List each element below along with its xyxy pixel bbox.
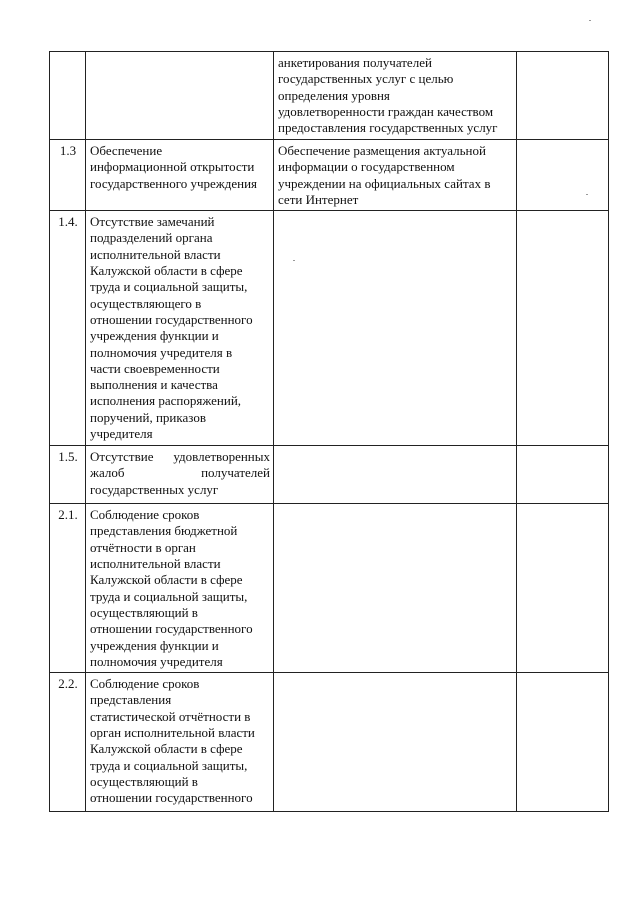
scan-speck bbox=[589, 20, 591, 21]
value-cell bbox=[517, 673, 609, 812]
criterion-cell bbox=[86, 446, 274, 504]
criterion-line: полномочия учредителя bbox=[90, 653, 223, 669]
description-cell bbox=[274, 504, 517, 673]
criterion-line: осуществляющий в bbox=[90, 773, 198, 789]
row-number: 1.5. bbox=[58, 449, 78, 465]
value-cell bbox=[517, 504, 609, 673]
criterion-line: труда и социальной защиты, bbox=[90, 757, 248, 773]
criterion-line: учреждения функции и bbox=[90, 328, 219, 344]
criterion-line: Калужской области в сфере bbox=[90, 741, 243, 757]
criterion-line: представления бюджетной bbox=[90, 523, 238, 539]
description-line: предоставления государственных услуг bbox=[278, 120, 498, 136]
row-number: 2.2. bbox=[58, 676, 78, 692]
criterion-line: труда и социальной защиты, bbox=[90, 279, 248, 295]
table-row bbox=[50, 52, 609, 140]
criterion-line: труда и социальной защиты, bbox=[90, 588, 248, 604]
criterion-line: Калужской области в сфере bbox=[90, 572, 243, 588]
row-number-cell bbox=[50, 673, 86, 812]
description-cell bbox=[274, 446, 517, 504]
criterion-line: представления bbox=[90, 692, 172, 708]
criterion-cell bbox=[86, 673, 274, 812]
row-number-cell bbox=[50, 446, 86, 504]
criterion-line: отчётности в орган bbox=[90, 539, 196, 555]
criterion-line: поручений, приказов bbox=[90, 409, 206, 425]
value-cell bbox=[517, 52, 609, 140]
description-line: информации о государственном bbox=[278, 159, 455, 175]
criterion-line: Соблюдение сроков bbox=[90, 507, 200, 523]
row-number-cell bbox=[50, 140, 86, 211]
description-cell bbox=[274, 140, 517, 211]
criterion-line: осуществляющий в bbox=[90, 604, 198, 620]
criterion-line: информационной открытости bbox=[90, 159, 255, 175]
criterion-line: части своевременности bbox=[90, 360, 220, 376]
criterion-line: орган исполнительной власти bbox=[90, 725, 255, 741]
description-line: определения уровня bbox=[278, 87, 390, 103]
criterion-line: Соблюдение сроков bbox=[90, 676, 200, 692]
criterion-line: Калужской области в сфере bbox=[90, 263, 243, 279]
criteria-table bbox=[49, 51, 609, 812]
criterion-line: подразделений органа bbox=[90, 230, 213, 246]
table-row bbox=[50, 211, 609, 446]
criterion-line: исполнения распоряжений, bbox=[90, 393, 242, 409]
criterion-line: исполнительной власти bbox=[90, 556, 221, 572]
table-row bbox=[50, 504, 609, 673]
row-number: 1.3 bbox=[59, 143, 77, 158]
value-cell bbox=[517, 446, 609, 504]
row-number-cell bbox=[50, 52, 86, 140]
criterion-line: учредителя bbox=[90, 426, 153, 442]
criterion-line: Обеспечение bbox=[90, 143, 163, 158]
criterion-cell bbox=[86, 140, 274, 211]
value-cell bbox=[517, 140, 609, 211]
criterion-line: Отсутствие замечаний bbox=[90, 214, 215, 230]
description-cell bbox=[274, 52, 517, 140]
criterion-line: полномочия учредителя в bbox=[90, 344, 233, 360]
scan-speck bbox=[586, 194, 588, 195]
criterion-line: статистической отчётности в bbox=[90, 708, 251, 724]
criterion-line: исполнительной власти bbox=[90, 246, 221, 262]
criterion-line: Отсутствие удовлетворенных bbox=[90, 449, 270, 465]
description-line: анкетирования получателей bbox=[278, 55, 432, 70]
criterion-line: отношении государственного bbox=[90, 790, 253, 806]
value-cell bbox=[517, 211, 609, 446]
criterion-cell bbox=[86, 52, 274, 140]
criterion-cell bbox=[86, 504, 274, 673]
description-line: государственных услуг с целью bbox=[278, 71, 454, 87]
criterion-line: учреждения функции и bbox=[90, 637, 219, 653]
description-line: удовлетворенности граждан качеством bbox=[278, 103, 494, 119]
criterion-line: отношении государственного bbox=[90, 311, 253, 327]
description-cell bbox=[274, 211, 517, 446]
table-row bbox=[50, 673, 609, 812]
row-number: 1.4. bbox=[58, 214, 78, 230]
description-line: Обеспечение размещения актуальной bbox=[278, 143, 486, 158]
table-row bbox=[50, 446, 609, 504]
description-cell bbox=[274, 673, 517, 812]
table-row bbox=[50, 140, 609, 211]
description-line: сети Интернет bbox=[278, 191, 359, 207]
scan-speck bbox=[293, 260, 295, 261]
criterion-line: жалоб получателей bbox=[90, 465, 270, 481]
row-number: 2.1. bbox=[58, 507, 78, 523]
criterion-line: государственного учреждения bbox=[90, 175, 258, 191]
criterion-line: осуществляющего в bbox=[90, 295, 202, 311]
row-number-cell bbox=[50, 211, 86, 446]
criterion-line: отношении государственного bbox=[90, 621, 253, 637]
row-number-cell bbox=[50, 504, 86, 673]
criterion-cell bbox=[86, 211, 274, 446]
criterion-line: государственных услуг bbox=[90, 481, 219, 497]
description-line: учреждении на официальных сайтах в bbox=[278, 175, 491, 191]
criterion-line: выполнения и качества bbox=[90, 377, 218, 393]
